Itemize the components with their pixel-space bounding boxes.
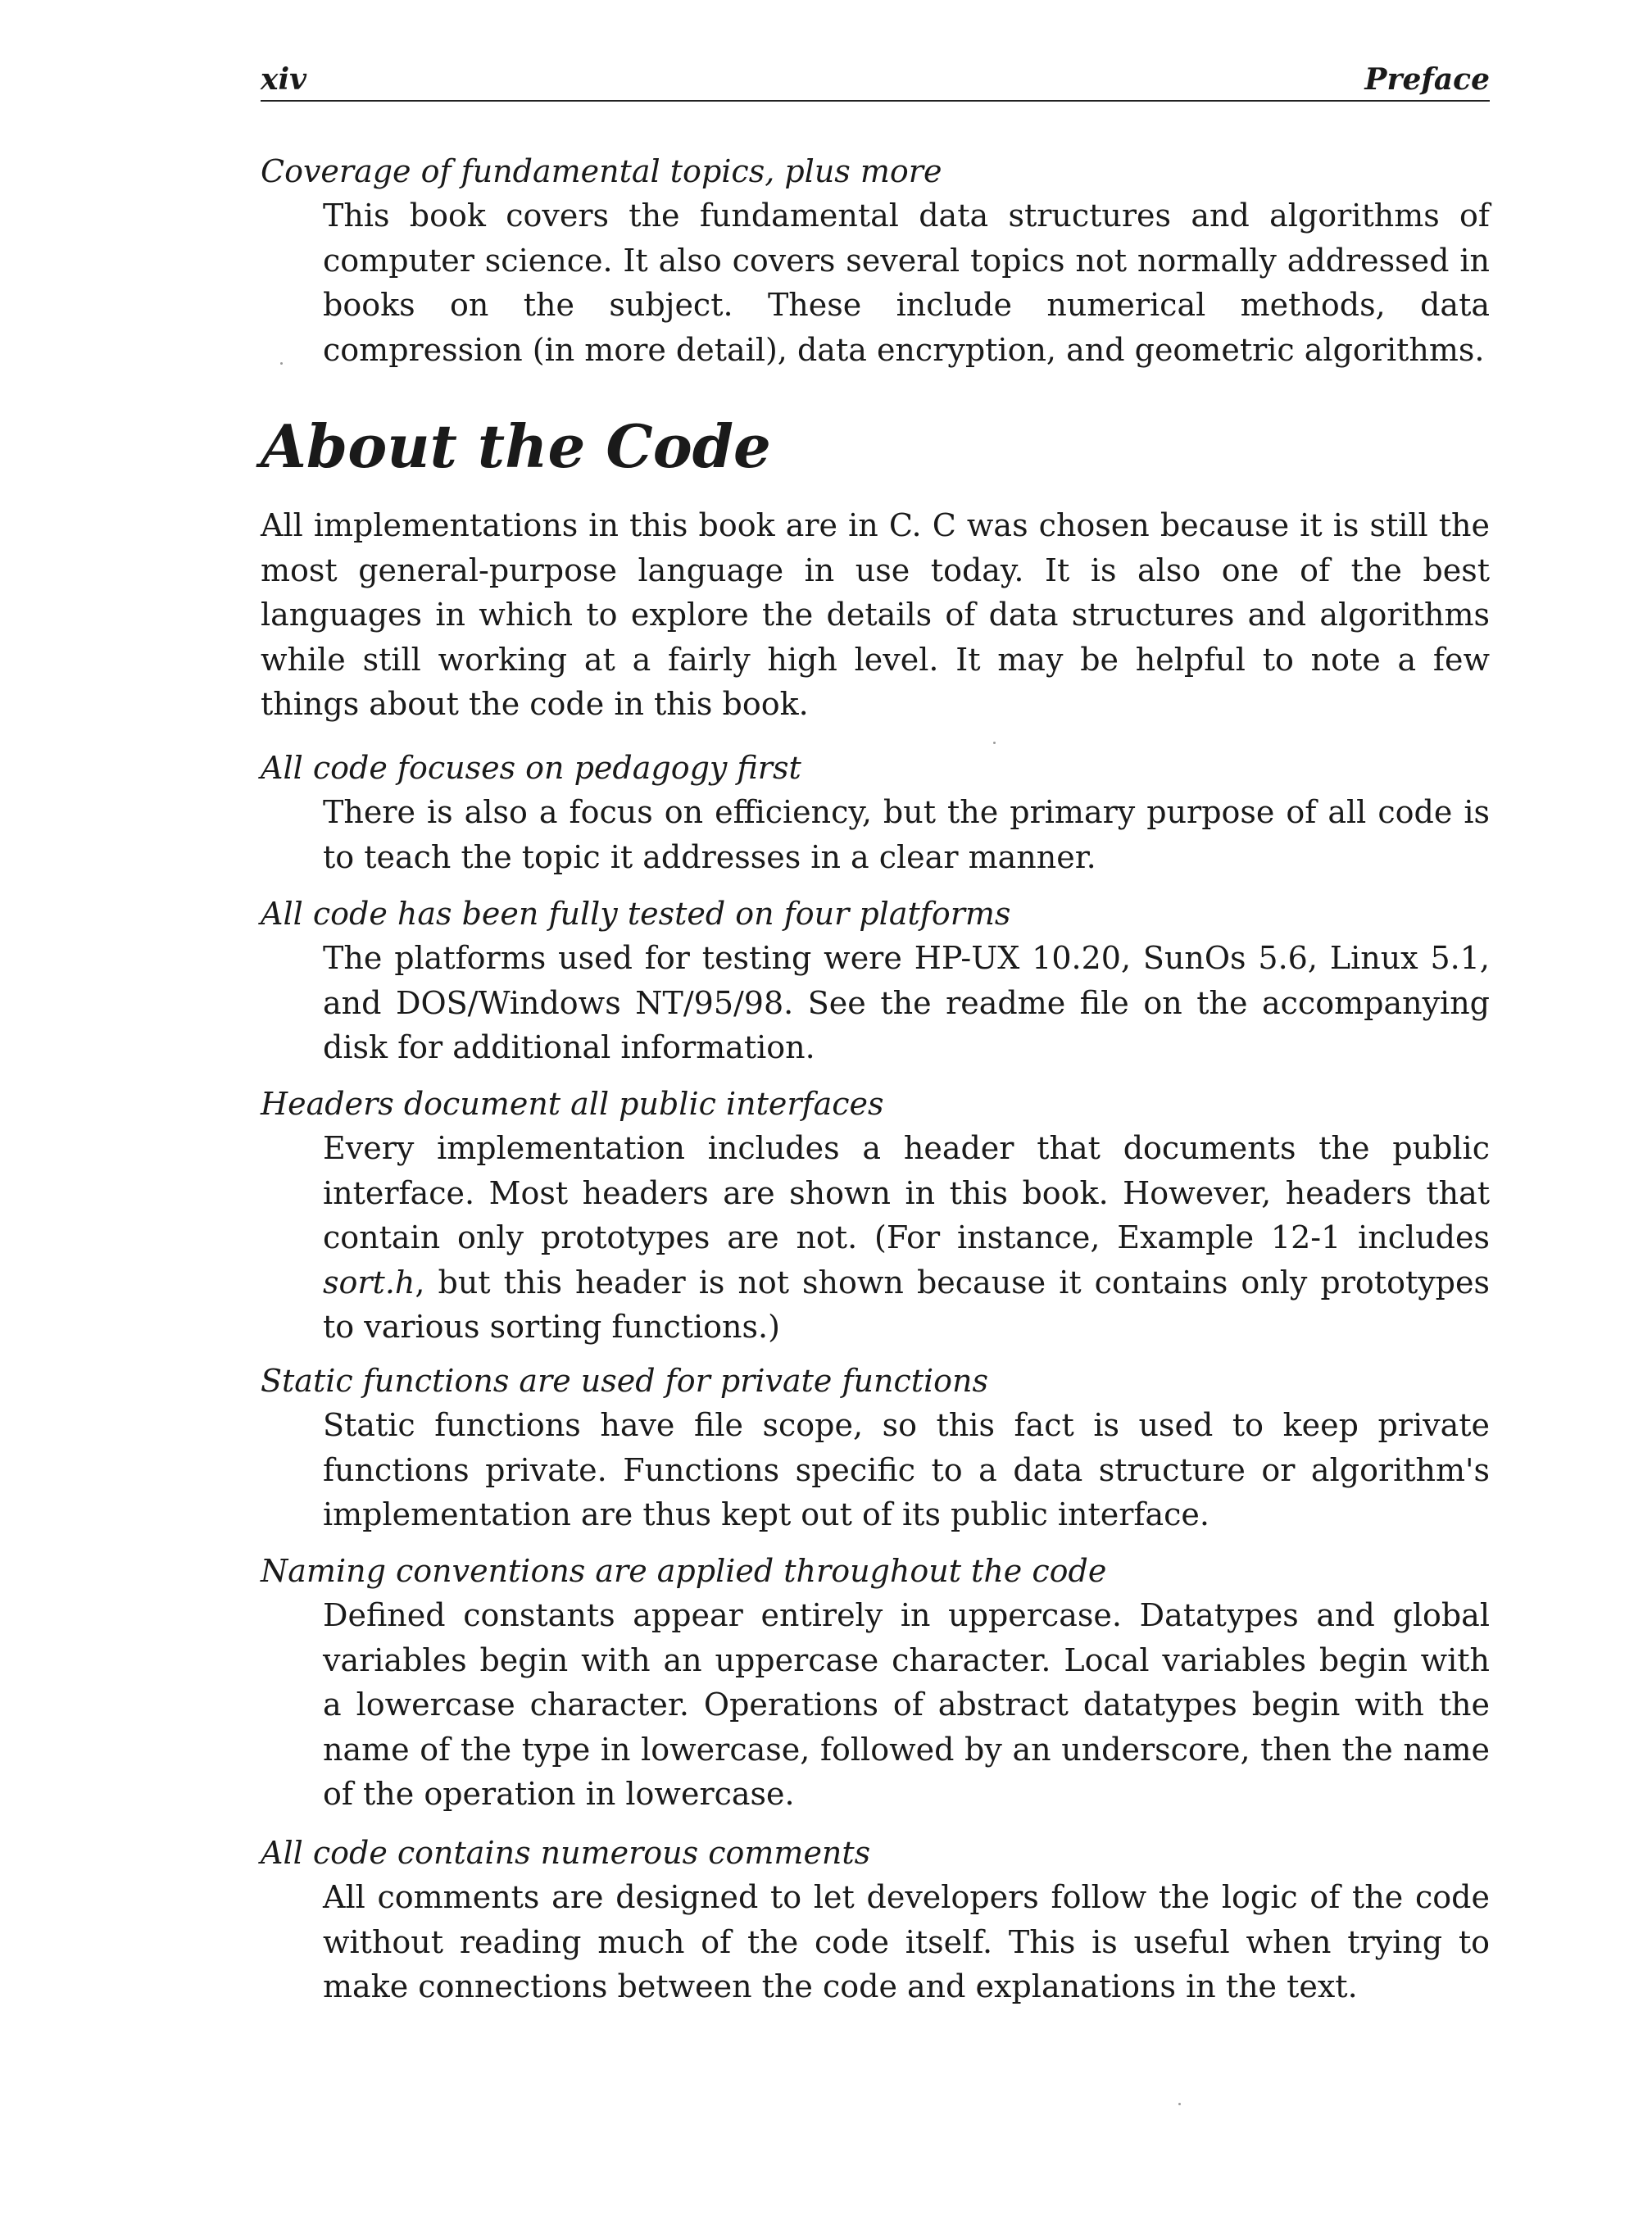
running-title: Preface xyxy=(1364,62,1490,97)
item-term: All code focuses on pedagogy first xyxy=(261,750,801,786)
scan-speck xyxy=(280,362,283,365)
description-text: , but this header is not shown because it contains only prototypes to various sorting functions.) xyxy=(323,1264,1490,1345)
item-description: This book covers the fundamental data structures and algorithms of computer science. It also covers several topics not normally addressed in books on the subject. These include numerical methods, data compression (in more detail), data encryption, and geometric algorithms. xyxy=(323,197,1490,368)
list-item xyxy=(261,1359,1490,1537)
item-term: Coverage of fundamental topics, plus more xyxy=(261,153,942,189)
item-term: Naming conventions are applied throughout the code xyxy=(261,1553,1107,1589)
item-term: All code has been fully tested on four platforms xyxy=(261,896,1011,932)
item-term: Static functions are used for private functions xyxy=(261,1363,989,1399)
item-term: All code contains numerous comments xyxy=(261,1835,871,1871)
item-description xyxy=(323,1126,1490,1350)
list-item xyxy=(261,1549,1490,1817)
item-description: The platforms used for testing were HP-UX 10.20, SunOs 5.6, Linux 5.1, and DOS/Windows NT/95/98. See the readme file on the accompanying disk for additional information. xyxy=(323,940,1490,1065)
list-item xyxy=(261,892,1490,1070)
intro-paragraph: All implementations in this book are in C. C was chosen because it is still the most general-purpose language in use today. It is also one of the best languages in which to explore the details of data structures and algorithms while still working at a fairly high level. It may be helpful to note a few things about the code in this book. xyxy=(261,507,1490,722)
section-intro xyxy=(261,503,1490,727)
item-description: There is also a focus on efficiency, but the primary purpose of all code is to teach the topic it addresses in a clear manner. xyxy=(323,794,1490,875)
description-text: Every implementation includes a header that documents the public interface. Most headers are shown in this book. However, headers that contain only prototypes are not. (For instance, Example 12-1 includes xyxy=(323,1130,1490,1255)
item-description: Defined constants appear entirely in uppercase. Datatypes and global variables begin with an uppercase character. Local variables begin with a lowercase character. Operations of abstract datatypes begin with the name of the type in lowercase, followed by an underscore, then the name of the operation in lowercase. xyxy=(323,1597,1490,1812)
scan-speck xyxy=(993,742,996,744)
list-item xyxy=(261,1831,1490,2009)
coverage-item xyxy=(261,149,1490,372)
running-head xyxy=(261,57,1490,102)
list-item xyxy=(261,746,1490,879)
section-heading: About the Code xyxy=(261,411,771,481)
item-description: All comments are designed to let developers follow the logic of the code without reading much of the code itself. This is useful when trying to make connections between the code and explanations in the text. xyxy=(323,1879,1490,2004)
header-filename: sort.h xyxy=(323,1264,415,1301)
page-number: xiv xyxy=(261,62,307,97)
list-item xyxy=(261,1082,1490,1350)
scan-speck xyxy=(1178,2103,1181,2105)
item-term: Headers document all public interfaces xyxy=(261,1086,884,1122)
item-description: Static functions have file scope, so this fact is used to keep private functions private. Functions specific to a data structure or algorithm's implementation are thus kept out of its public interface. xyxy=(323,1407,1490,1532)
